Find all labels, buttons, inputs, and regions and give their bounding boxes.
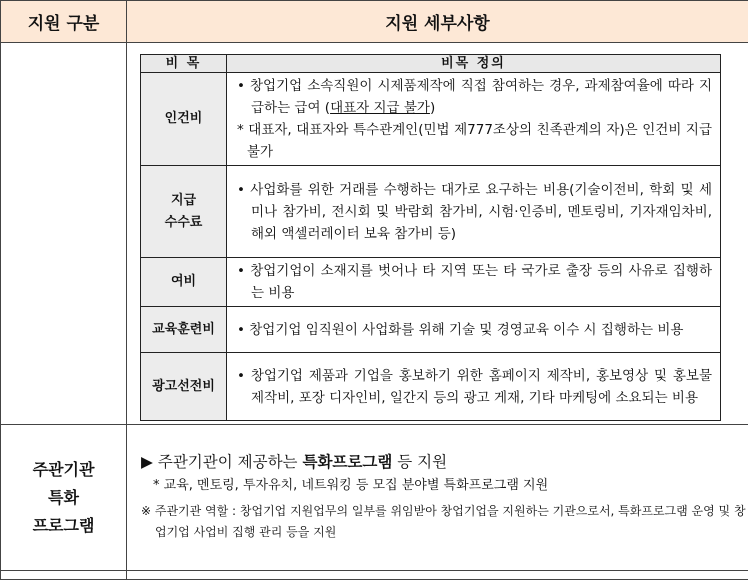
col-header-definition: 비목 정의 [227, 55, 721, 73]
header-row [1, 1, 748, 43]
table-row [141, 258, 721, 307]
program-reference-note: ※ 주관기관 역할 : 창업기업 지원업무의 일부를 위임받아 창업기업을 지원하는 기관으로서, 특화프로그램 운영 및 창업기업 사업비 집행 관리 등을 지원 [141, 504, 746, 539]
item-label: 지급 수수료 [141, 166, 227, 258]
expense-row [1, 43, 748, 425]
expense-details-cell [127, 43, 748, 425]
table-row [141, 353, 721, 421]
item-label: 교육훈련비 [141, 307, 227, 353]
list-item: • 사업화를 위한 거래를 수행하는 대가로 요구하는 비용(기술이전비, 학회 및 세미나 참가비, 전시회 및 박람회 참가비, 시험·인증비, 멘토링비, 기자재임차비, 해외 액셀러레이터 보육 참가비 등) [237, 181, 712, 242]
item-definition [227, 166, 721, 258]
header-category: 지원 구분 [1, 1, 127, 43]
item-label: 광고선전비 [141, 353, 227, 421]
program-main-text: ▶ 주관기관이 제공하는 특화프로그램 등 지원 [141, 453, 448, 471]
header-details: 지원 세부사항 [127, 1, 748, 43]
item-definition [227, 307, 721, 353]
item-definition [227, 353, 721, 421]
expense-item-table [140, 54, 721, 421]
expense-category-cell [1, 43, 127, 425]
table-row [141, 73, 721, 166]
program-row [1, 425, 748, 571]
note-text: * 대표자, 대표자와 특수관계인(민법 제777조상의 친족관계의 자)은 인건비 지급 불가 [237, 122, 712, 160]
table-row [141, 307, 721, 353]
list-item: • 창업기업 제품과 기업을 홍보하기 위한 홈페이지 제작비, 홍보영상 및 홍보물 제작비, 포장 디자인비, 일간지 등의 광고 게재, 기타 마케팅에 소요되는 비용 [237, 367, 712, 406]
list-item: • 창업기업 임직원이 사업화를 위해 기술 및 경영교육 이수 시 집행하는 비용 [237, 321, 684, 338]
col-header-item: 비 목 [141, 55, 227, 73]
table-row [141, 166, 721, 258]
item-definition [227, 258, 721, 307]
program-label: 주관기관 특화 프로그램 [1, 425, 127, 571]
underlined-text: 대표자 지급 불가 [330, 100, 430, 116]
list-item: • 창업기업 소속직원이 시제품제작에 직접 참여하는 경우, 과제참여율에 따라 지급하는 급여 (대표자 지급 불가) [237, 78, 712, 116]
program-details-cell [127, 425, 748, 571]
list-item: • 창업기업이 소재지를 벗어나 타 지역 또는 타 국가로 출장 등의 사유로 집행하는 비용 [237, 263, 712, 301]
item-label: 여비 [141, 258, 227, 307]
item-definition [227, 73, 721, 166]
program-sub-note: * 교육, 멘토링, 투자유치, 네트워킹 등 모집 분야별 특화프로그램 지원 [153, 478, 549, 493]
next-row-partial [1, 571, 748, 580]
item-label: 인건비 [141, 73, 227, 166]
